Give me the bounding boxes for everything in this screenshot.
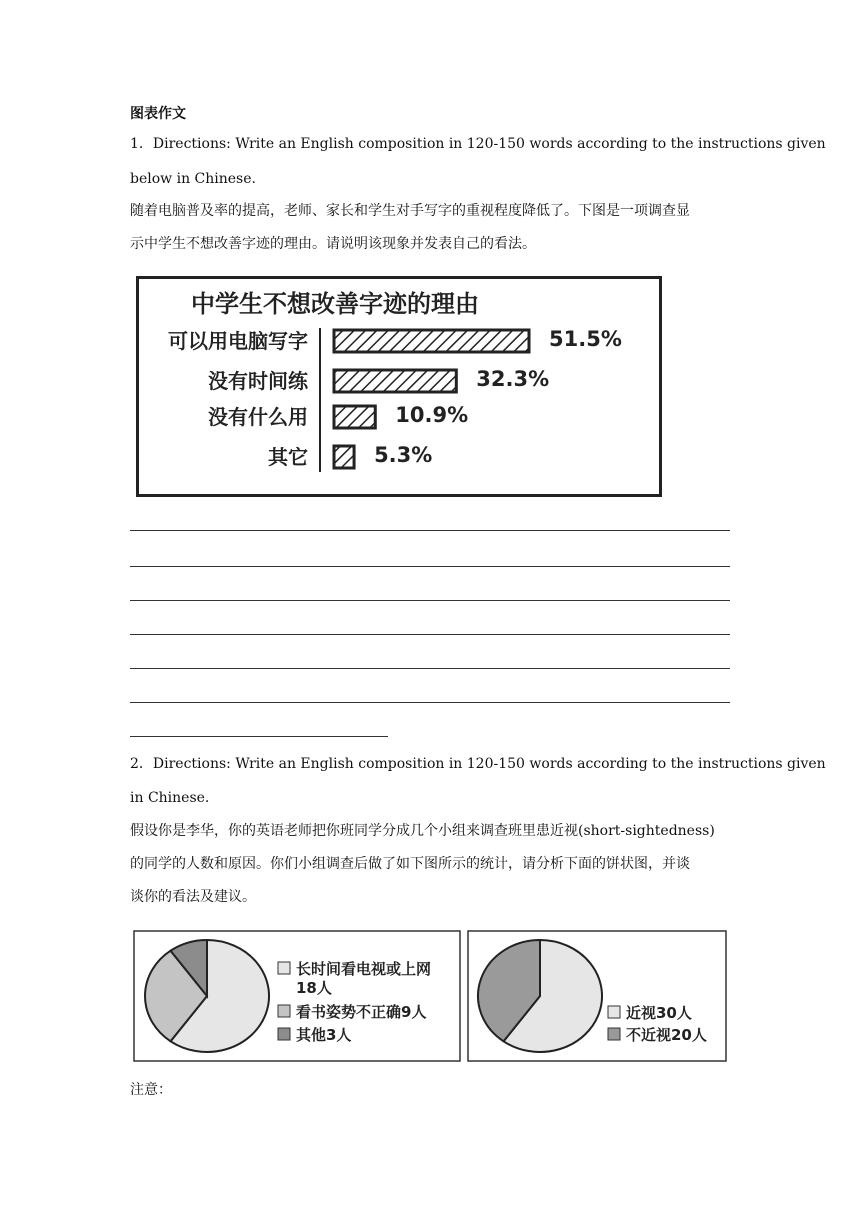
bar-chart [136,276,662,497]
q2-line5: 谈你的看法及建议。 [130,889,256,905]
bar-category-label: 其它 [268,445,308,469]
answer-line [130,600,730,601]
legend-swatch [278,1005,290,1017]
answer-line [130,668,730,669]
legend-label: 不近视20人 [626,1026,707,1044]
bar [334,330,529,352]
q1-line4: 示中学生不想改善字迹的理由。请说明该现象并发表自己的看法。 [130,236,536,252]
legend-label: 近视30人 [626,1004,692,1022]
answer-line [130,736,388,737]
legend-swatch [278,962,290,974]
q2-line3: 假设你是李华，你的英语老师把你班同学分成几个小组来调查班里患近视(short-sightedness) [130,823,715,839]
legend-label: 其他3人 [296,1026,352,1044]
bar-value-label: 10.9% [395,403,469,427]
answer-line [130,530,730,531]
bar-value-label: 5.3% [374,443,433,467]
bar-category-label: 没有什么用 [208,405,308,429]
legend-label: 18人 [296,979,332,997]
bar [334,370,456,392]
pie-chart-causes [133,930,461,1062]
legend-swatch [608,1028,620,1040]
bar-value-label: 32.3% [476,367,550,391]
bar-chart-title: 中学生不想改善字迹的理由 [191,290,479,318]
note-label: 注意： [130,1082,172,1098]
legend-swatch [278,1028,290,1040]
pie-chart-myopia [467,930,727,1062]
q1-line2: below in Chinese. [130,171,256,187]
answer-line [130,634,730,635]
q2-line4: 的同学的人数和原因。你们小组调查后做了如下图所示的统计，请分析下面的饼状图，并谈 [130,856,690,872]
q1-line1: 1．Directions: Write an English composition in 120-150 words according to the instructions given [130,136,826,152]
section-title: 图表作文 [130,106,186,122]
bar [334,446,354,468]
q2-line2: in Chinese. [130,790,210,806]
legend-swatch [608,1006,620,1018]
bar-category-label: 可以用电脑写字 [168,329,308,353]
q1-line3: 随着电脑普及率的提高，老师、家长和学生对手写字的重视程度降低了。下图是一项调查显 [130,203,690,219]
q2-line1: 2．Directions: Write an English composition in 120-150 words according to the instructions given [130,756,826,772]
bar-category-label: 没有时间练 [208,369,308,393]
bar-value-label: 51.5% [549,327,622,351]
bar [334,406,375,428]
answer-line [130,702,730,703]
legend-label: 长时间看电视或上网 [296,960,432,978]
legend-label: 看书姿势不正确9人 [296,1003,427,1021]
answer-line [130,566,730,567]
